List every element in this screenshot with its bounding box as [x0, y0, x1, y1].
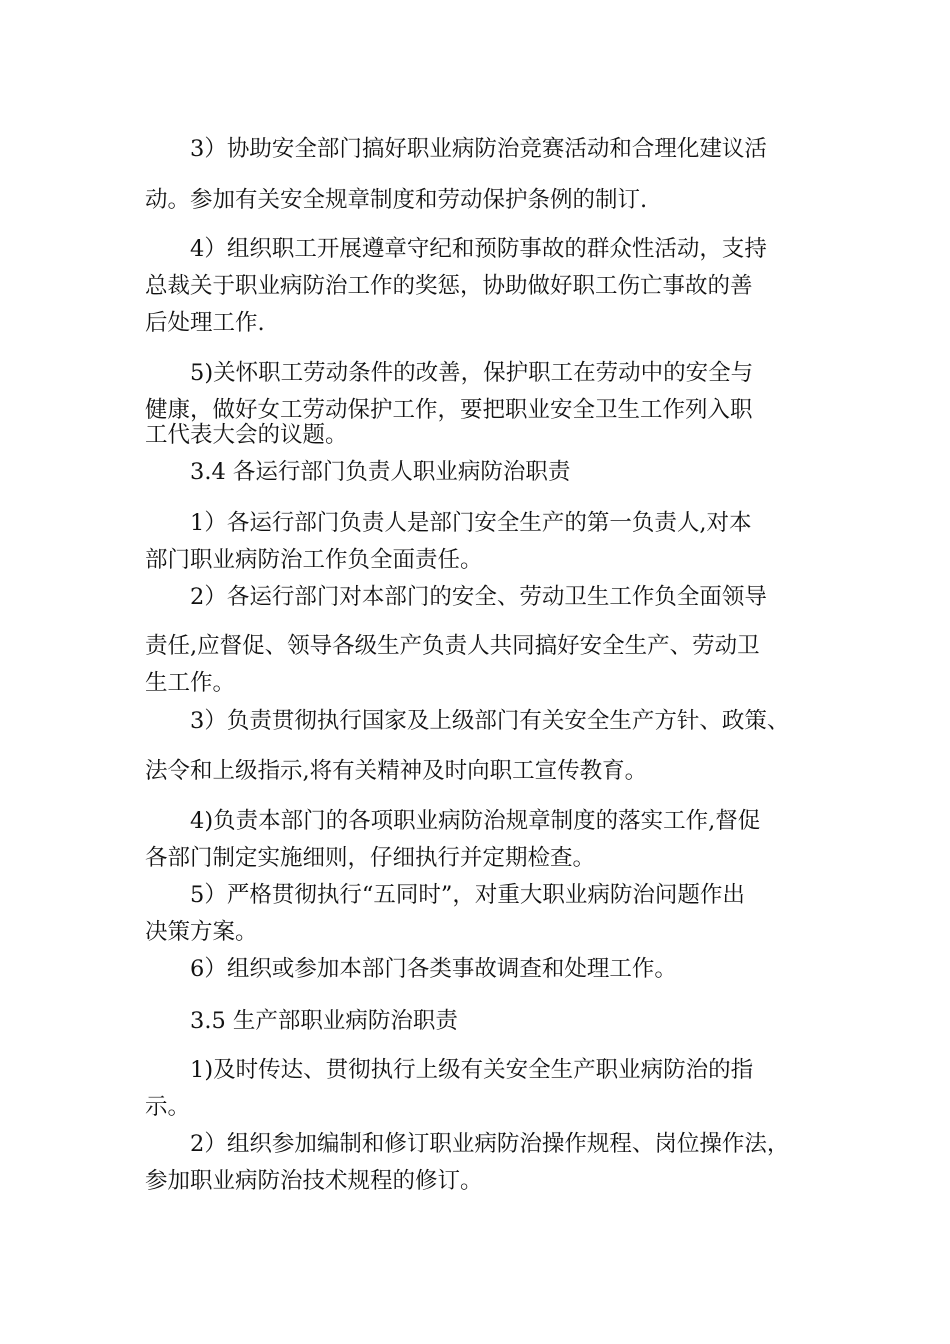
text-line: 生工作。 [145, 670, 236, 696]
text-line: 5）严格贯彻执行“五同时”，对重大职业病防治问题作出 [190, 882, 745, 908]
text-line: 4）组织职工开展遵章守纪和预防事故的群众性活动，支持 [190, 236, 767, 262]
text-line: 动。参加有关安全规章制度和劳动保护条例的制订. [145, 187, 648, 213]
text-line: 健康，做好女工劳动保护工作，要把职业安全卫生工作列入职 [145, 397, 753, 423]
text-line: 参加职业病防治技术规程的修订。 [145, 1168, 483, 1194]
text-line: 1)及时传达、贯彻执行上级有关安全生产职业病防治的指 [190, 1057, 754, 1083]
text-line: 后处理工作. [145, 310, 265, 336]
text-line: 2）各运行部门对本部门的安全、劳动卫生工作负全面领导 [190, 584, 767, 610]
section-heading: 3.5 生产部职业病防治职责 [190, 1008, 458, 1034]
text-line: 5)关怀职工劳动条件的改善，保护职工在劳动中的安全与 [190, 360, 754, 386]
text-line: 6）组织或参加本部门各类事故调查和处理工作。 [190, 956, 677, 982]
text-line: 责任,应督促、领导各级生产负责人共同搞好安全生产、劳动卫 [145, 633, 760, 659]
text-line: 示。 [145, 1094, 191, 1120]
text-line: 总裁关于职业病防治工作的奖惩，协助做好职工伤亡事故的善 [145, 273, 753, 299]
text-line: 2）组织参加编制和修订职业病防治操作规程、岗位操作法， [190, 1131, 790, 1157]
text-line: 3）负责贯彻执行国家及上级部门有关安全生产方针、政策、 [190, 708, 790, 734]
text-line: 部门职业病防治工作负全面责任。 [145, 547, 483, 573]
text-line: 各部门制定实施细则，仔细执行并定期检查。 [145, 845, 596, 871]
text-line: 法令和上级指示,将有关精神及时向职工宣传教育。 [145, 758, 648, 784]
text-line: 决策方案。 [145, 919, 258, 945]
section-heading: 3.4 各运行部门负责人职业病防治职责 [190, 459, 571, 485]
text-line: 工代表大会的议题。 [145, 422, 348, 448]
text-line: 4)负责本部门的各项职业病防治规章制度的落实工作,督促 [190, 808, 761, 834]
text-line: 3）协助安全部门搞好职业病防治竞赛活动和合理化建议活 [190, 136, 767, 162]
text-line: 1）各运行部门负责人是部门安全生产的第一负责人,对本 [190, 510, 752, 536]
